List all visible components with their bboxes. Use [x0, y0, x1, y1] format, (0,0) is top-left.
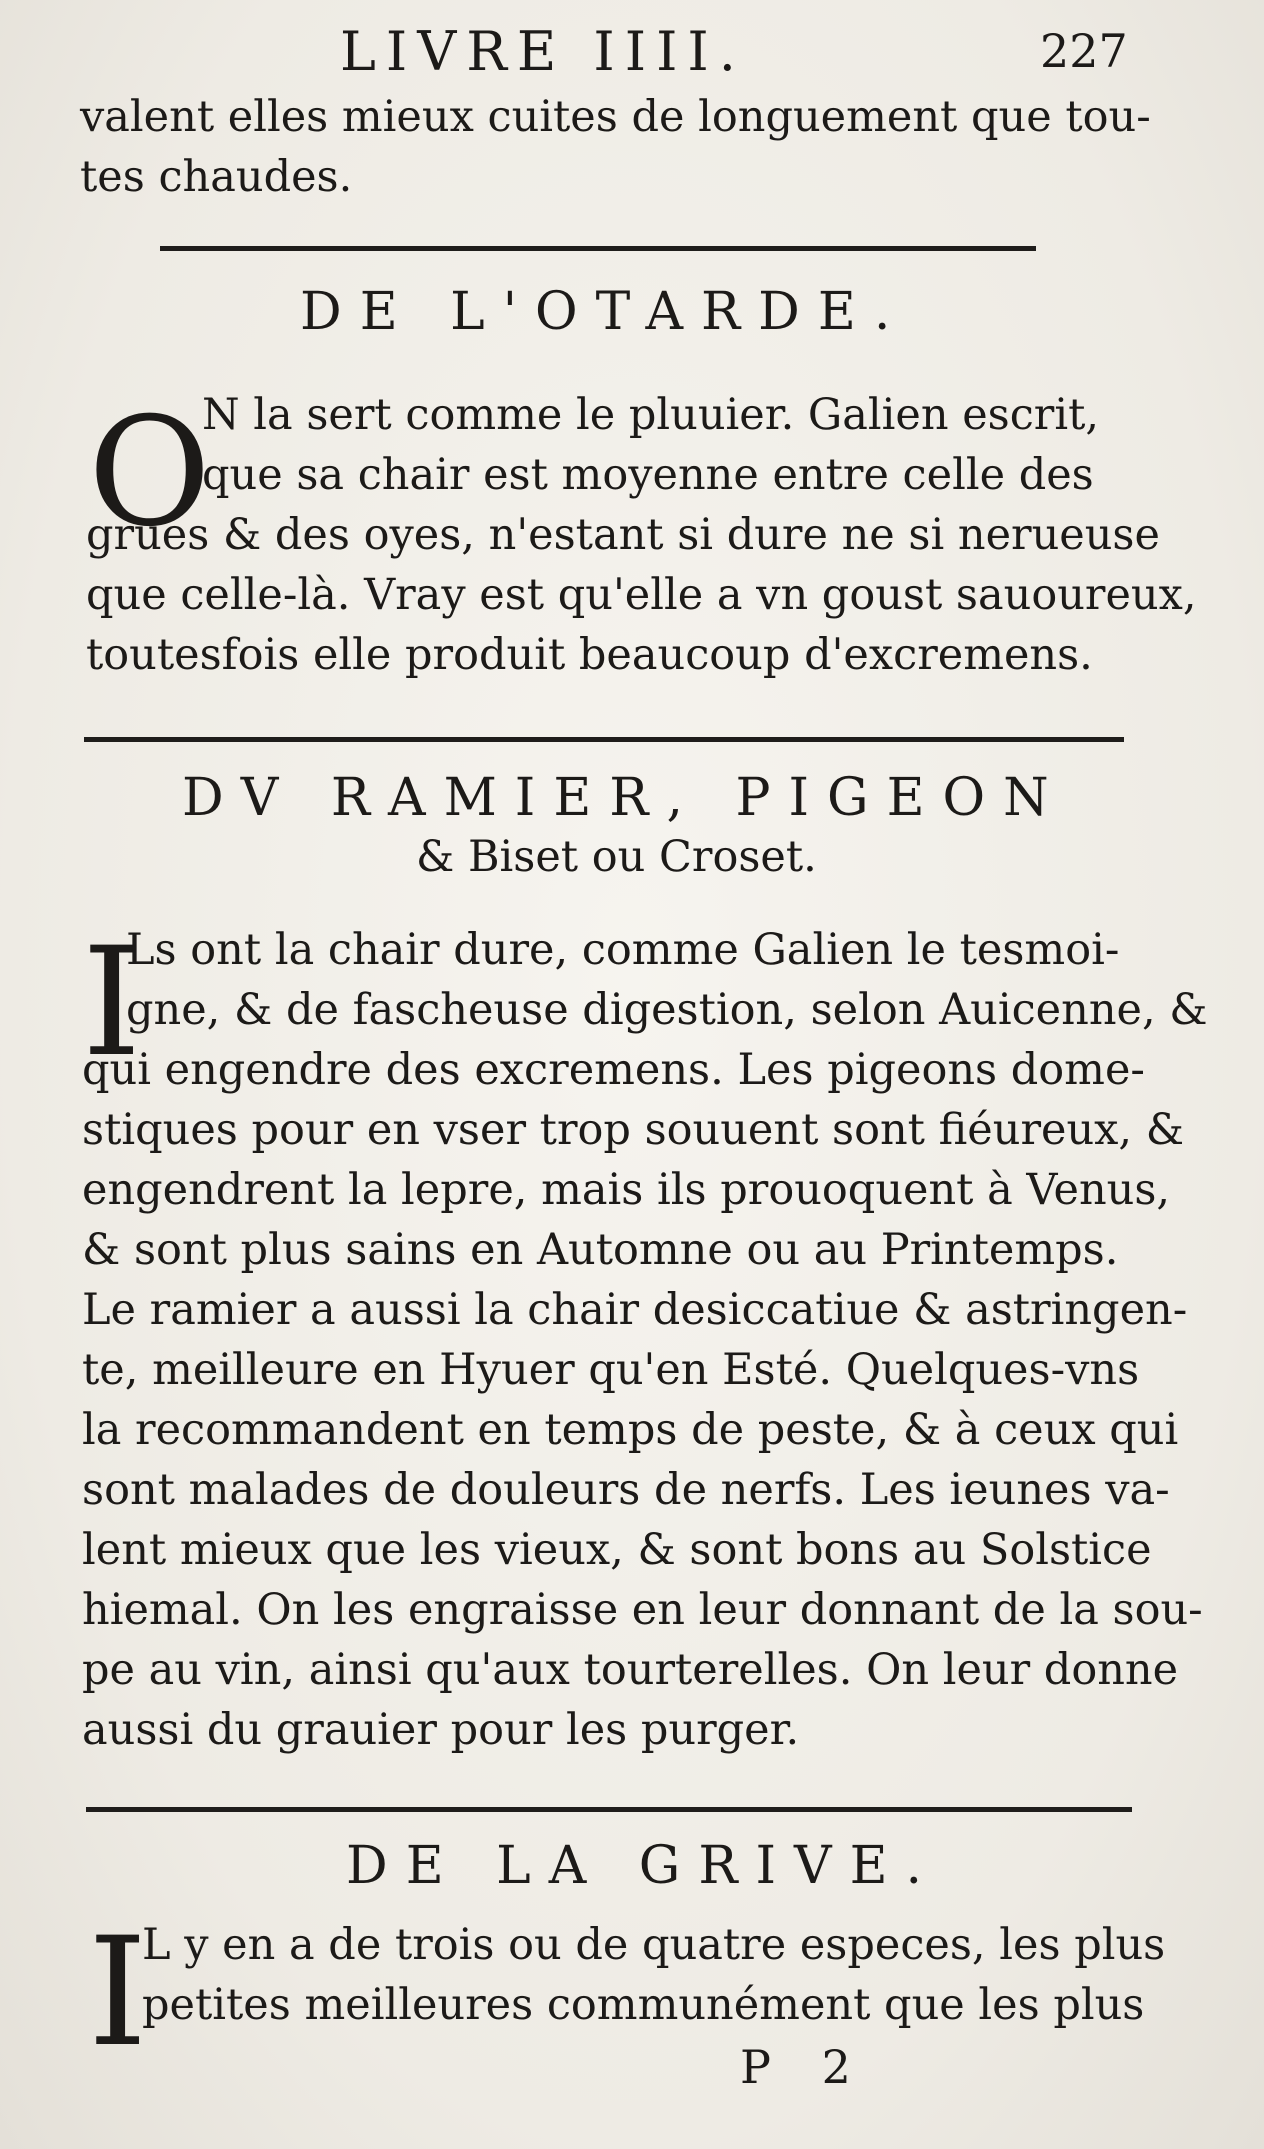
drop-cap: I [88, 1906, 148, 2080]
text-line: petites meilleures communément que les plus [142, 1980, 1145, 2030]
running-head: LIVRE IIII. [340, 20, 746, 83]
section-title-grive: DE LA GRIVE. [346, 1836, 941, 1896]
text-line: pe au vin, ainsi qu'aux tourterelles. On leur donne [82, 1645, 1179, 1695]
text-line: stiques pour en vser trop souuent sont fiéureux, & [82, 1105, 1185, 1155]
text-line: & sont plus sains en Automne ou au Printemps. [82, 1225, 1119, 1275]
text-line: engendrent la lepre, mais ils prouoquent à Venus, [82, 1165, 1171, 1215]
section-rule [160, 246, 1036, 251]
drop-cap: O [88, 386, 211, 560]
text-line: toutesfois elle produit beaucoup d'excremens. [86, 630, 1093, 680]
drop-cap: I [82, 916, 142, 1090]
text-line: que celle-là. Vray est qu'elle a vn goust sauoureux, [86, 570, 1197, 620]
signature-mark: P 2 [740, 2040, 869, 2094]
text-line: grues & des oyes, n'estant si dure ne si nerueuse [86, 510, 1160, 560]
carryover-line: valent elles mieux cuites de longuement que tou- [80, 92, 1151, 142]
page-number: 227 [1040, 24, 1128, 78]
text-line: gne, & de fascheuse digestion, selon Auicenne, & [126, 985, 1208, 1035]
text-line: N la sert comme le pluuier. Galien escrit, [202, 390, 1100, 440]
section-rule [86, 1807, 1132, 1812]
text-line: L y en a de trois ou de quatre especes, les plus [142, 1920, 1166, 1970]
section-title-ramier: DV RAMIER, PIGEON [182, 768, 1067, 828]
carryover-line: tes chaudes. [80, 152, 353, 202]
text-line: lent mieux que les vieux, & sont bons au Solstice [82, 1525, 1152, 1575]
section-title-otarde: DE L'OTARDE. [300, 282, 909, 342]
text-line: hiemal. On les engraisse en leur donnant de la sou- [82, 1585, 1203, 1635]
section-subtitle-ramier: & Biset ou Croset. [416, 832, 817, 882]
text-line: Le ramier a aussi la chair desiccatiue & astringen- [82, 1285, 1188, 1335]
text-line: qui engendre des excremens. Les pigeons dome- [82, 1045, 1145, 1095]
section-rule [84, 737, 1124, 742]
text-line: te, meilleure en Hyuer qu'en Esté. Quelques-vns [82, 1345, 1140, 1395]
text-line: Ls ont la chair dure, comme Galien le tesmoi- [126, 925, 1120, 975]
text-line: la recommandent en temps de peste, & à ceux qui [82, 1405, 1179, 1455]
text-line: aussi du grauier pour les purger. [82, 1705, 800, 1755]
text-line: que sa chair est moyenne entre celle des [202, 450, 1094, 500]
text-line: sont malades de douleurs de nerfs. Les ieunes va- [82, 1465, 1170, 1515]
